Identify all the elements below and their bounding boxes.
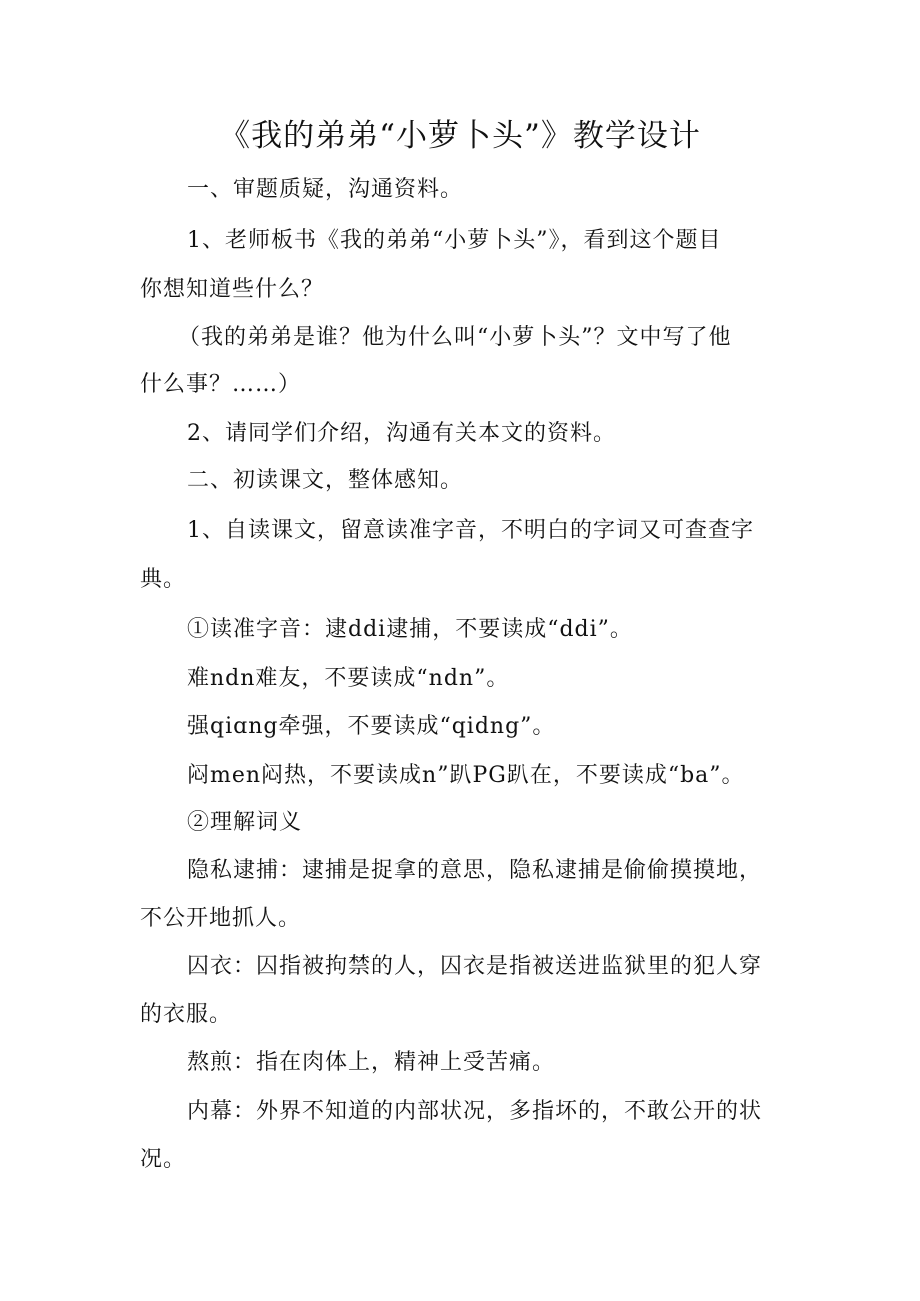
paragraph-line: 的衣服。 — [140, 1002, 233, 1027]
paragraph-line: 典。 — [140, 567, 187, 592]
paragraph-line: 你想知道些什么？ — [140, 277, 325, 302]
paragraph-line: 2、请同学们介绍，沟通有关本文的资料。 — [187, 421, 616, 446]
section-heading-2: 二、初读课文，整体感知。 — [187, 468, 464, 493]
paragraph-line: 什么事？……） — [140, 372, 302, 397]
paragraph-line: ①读准字音：逮ddi逮捕，不要读成“ddi”。 — [187, 617, 633, 642]
paragraph-line: 熬煎：指在肉体上，精神上受苦痛。 — [187, 1050, 556, 1075]
paragraph-line: 囚衣：囚指被拘禁的人，囚衣是指被送进监狱里的犯人穿 — [187, 954, 763, 979]
paragraph-line: 1、老师板书《我的弟弟“小萝卜头”》，看到这个题目 — [187, 228, 722, 253]
paragraph-line: 闷men闷热，不要读成n”趴PG趴在，不要读成“ba”。 — [187, 763, 745, 788]
paragraph-line: 隐私逮捕：逮捕是捉拿的意思，隐私逮捕是偷偷摸摸地， — [187, 858, 763, 883]
paragraph-line: 强qiɑng牵强，不要读成“qidng”。 — [187, 714, 556, 739]
paragraph-line: 内幕：外界不知道的内部状况，多指坏的，不敢公开的状 — [187, 1099, 763, 1124]
paragraph-line: 1、自读课文，留意读准字音，不明白的字词又可查查字 — [187, 518, 754, 543]
section-heading-1: 一、审题质疑，沟通资料。 — [187, 177, 464, 202]
document-title: 《我的弟弟“小萝卜头”》教学设计 — [219, 118, 701, 154]
paragraph-line: 况。 — [140, 1147, 187, 1172]
paragraph-line: （我的弟弟是谁？他为什么叫“小萝卜头”？文中写了他 — [178, 325, 732, 350]
subheading: ②理解词义 — [187, 810, 303, 835]
paragraph-line: 难ndn难友，不要读成“ndn”。 — [187, 666, 510, 691]
paragraph-line: 不公开地抓人。 — [140, 906, 302, 931]
